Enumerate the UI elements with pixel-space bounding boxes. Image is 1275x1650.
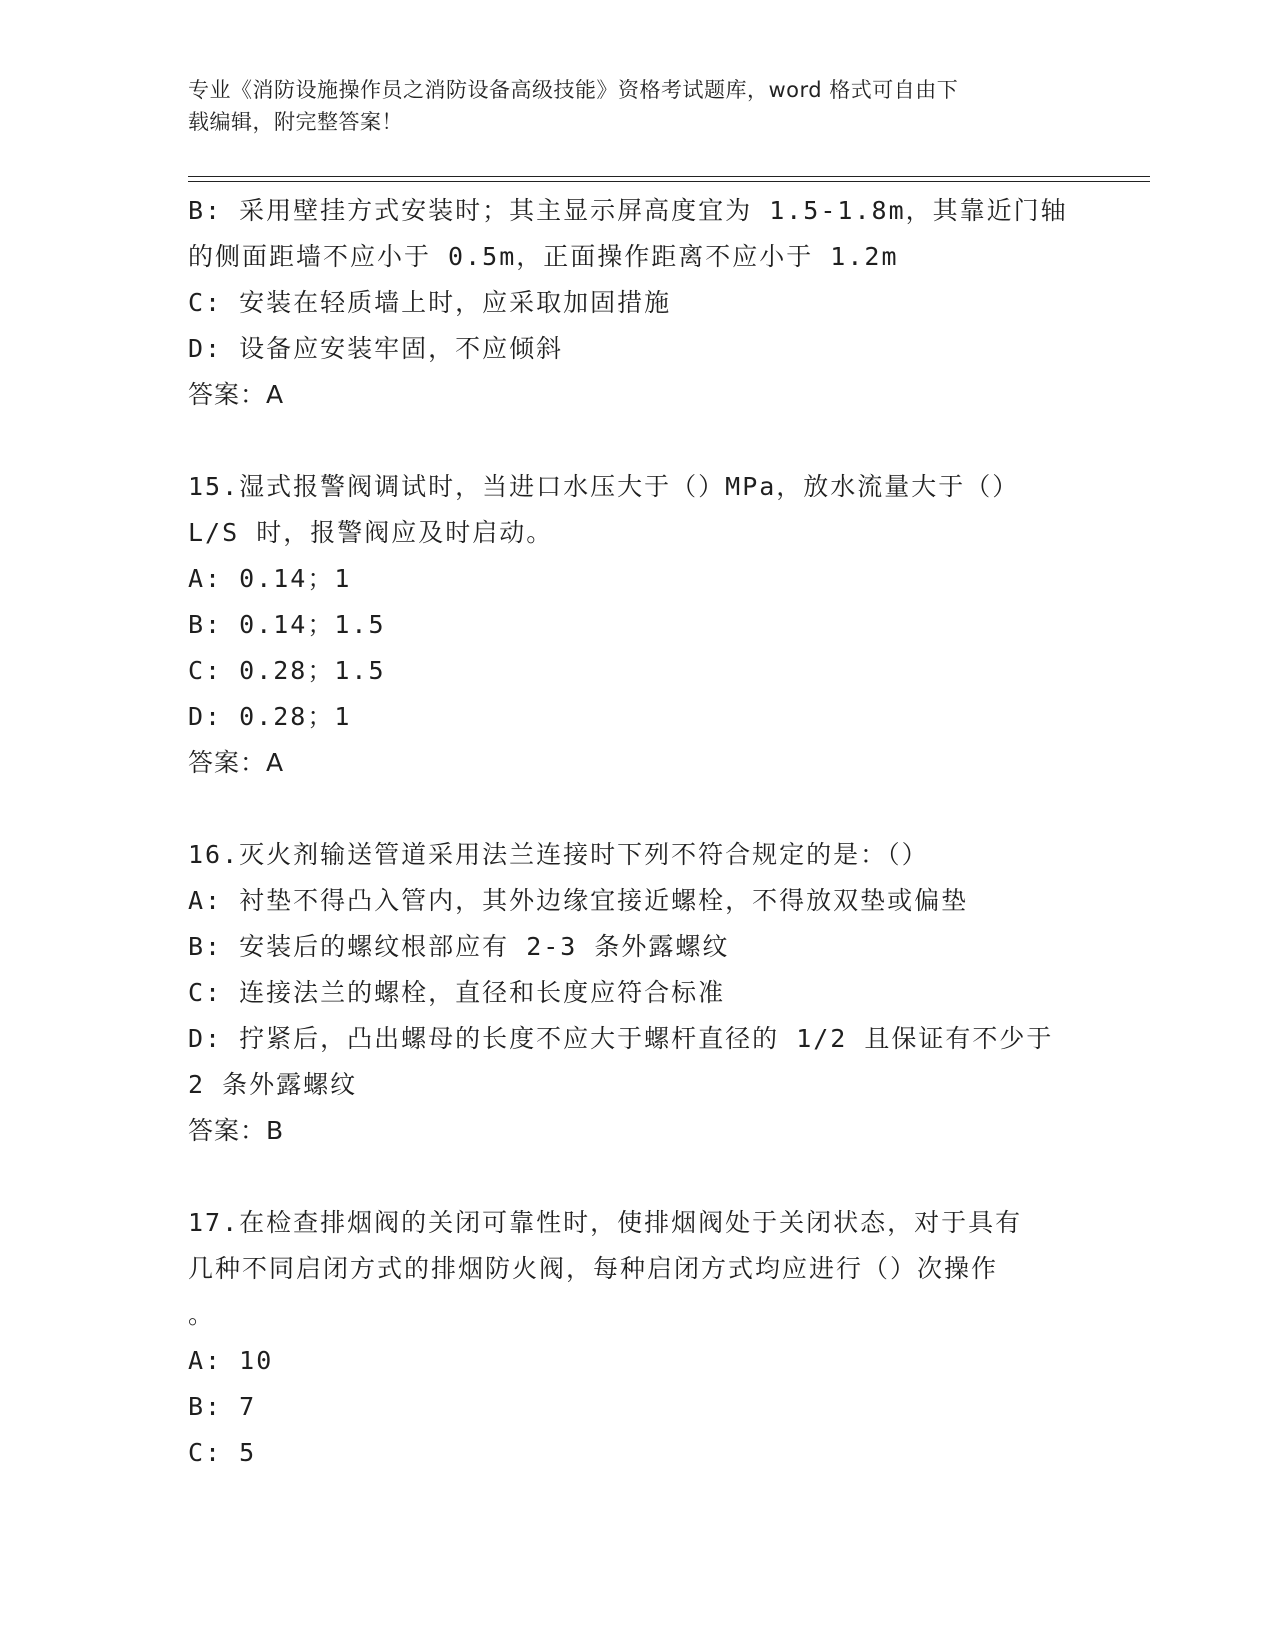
question-stem-line-3: 。: [188, 1300, 216, 1329]
option-d: D: 设备应安装牢固，不应倾斜: [188, 334, 564, 363]
question-stem-line-2: L/S 时，报警阀应及时启动。: [188, 518, 554, 547]
option-c: C: 安装在轻质墙上时，应采取加固措施: [188, 288, 672, 317]
header-line-1: 专业《消防设施操作员之消防设备高级技能》资格考试题库，word 格式可自由下: [188, 78, 959, 102]
header-rule-bottom: [188, 181, 1150, 182]
question-stem-line-2: 几种不同启闭方式的排烟防火阀，每种启闭方式均应进行（）次操作: [188, 1254, 999, 1283]
option-d: D: 0.28；1: [188, 702, 352, 731]
question-17: [188, 1200, 1088, 1476]
answer: 答案：B: [188, 1116, 285, 1145]
option-d-line-1: D: 拧紧后，凸出螺母的长度不应大于螺杆直径的 1/2 且保证有不少于: [188, 1024, 1054, 1053]
spacer: [188, 1154, 1088, 1200]
option-d-line-2: 2 条外露螺纹: [188, 1070, 358, 1099]
question-stem-line-1: 17.在检查排烟阀的关闭可靠性时，使排烟阀处于关闭状态，对于具有: [188, 1208, 1023, 1237]
option-c: C: 5: [188, 1438, 257, 1467]
option-a: A: 0.14；1: [188, 564, 352, 593]
spacer: [188, 786, 1088, 832]
option-c: C: 0.28；1.5: [188, 656, 386, 685]
option-b-line-2: 的侧面距墙不应小于 0.5m，正面操作距离不应小于 1.2m: [188, 242, 899, 271]
question-stem-line-1: 15.湿式报警阀调试时，当进口水压大于（）MPa，放水流量大于（）: [188, 472, 1020, 501]
option-c: C: 连接法兰的螺栓，直径和长度应符合标准: [188, 978, 726, 1007]
option-b: B: 安装后的螺纹根部应有 2-3 条外露螺纹: [188, 932, 730, 961]
option-a: A: 衬垫不得凸入管内，其外边缘宜接近螺栓，不得放双垫或偏垫: [188, 886, 969, 915]
question-16: [188, 832, 1088, 1154]
answer: 答案：A: [188, 380, 285, 409]
option-b-line-1: B: 采用壁挂方式安装时；其主显示屏高度宜为 1.5-1.8m，其靠近门轴: [188, 196, 1068, 225]
question-15: [188, 464, 1088, 786]
header-rule-top: [188, 176, 1150, 177]
option-b: B: 0.14；1.5: [188, 610, 386, 639]
option-b: B: 7: [188, 1392, 257, 1421]
spacer: [188, 418, 1088, 464]
option-a: A: 10: [188, 1346, 274, 1375]
answer: 答案：A: [188, 748, 285, 777]
question-content: [188, 188, 1088, 1476]
header-line-2: 载编辑，附完整答案！: [188, 110, 403, 134]
question-stem: 16.灭火剂输送管道采用法兰连接时下列不符合规定的是：（）: [188, 840, 929, 869]
document-header: [188, 74, 1068, 138]
question-14-tail: [188, 188, 1088, 418]
